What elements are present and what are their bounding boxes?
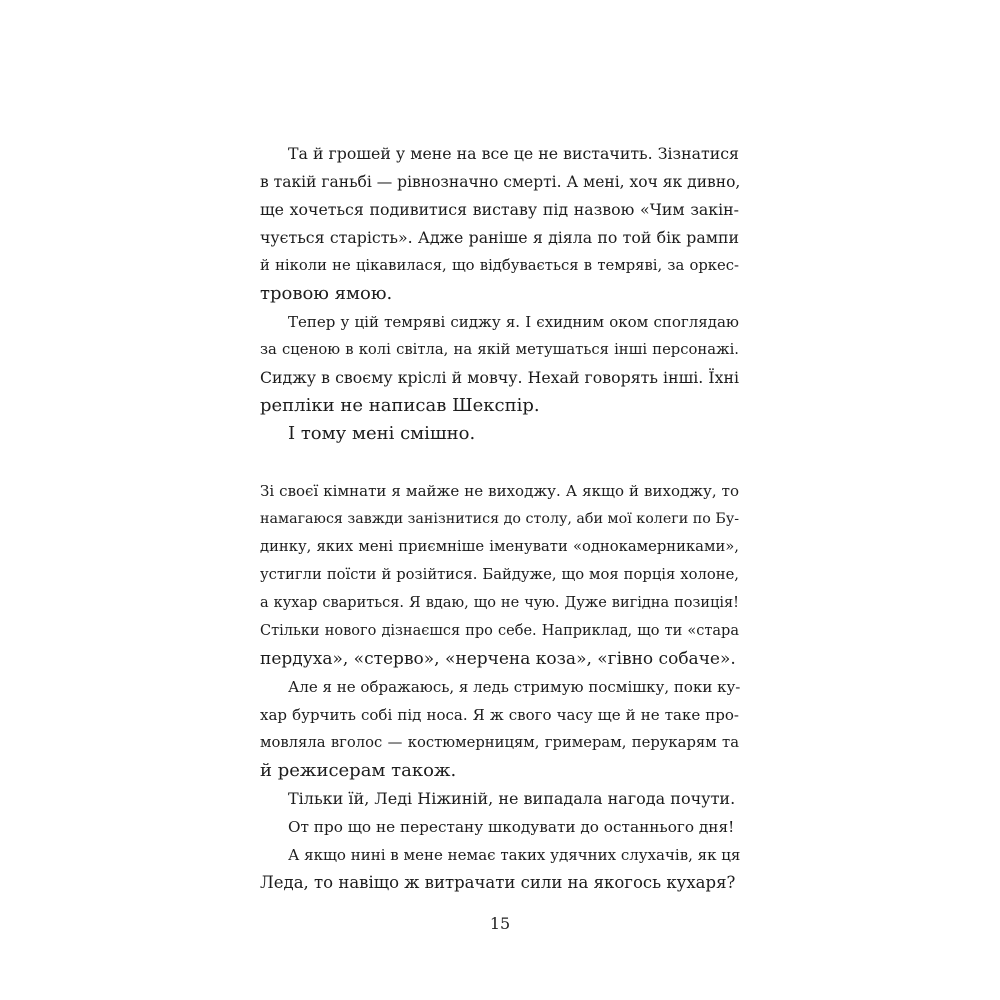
text-line: хар бурчить собі під носа. Я ж свого часу ще й не таке про- [260,706,739,724]
text-line: Тільки їй, Леді Ніжиній, не випадала нагода почути. [288,789,736,808]
text-line: Тепер у цій темряві сиджу я. І єхидним оком споглядаю [288,313,739,331]
text-line: Та й грошей у мене на все це не вистачить. Зізнатися [288,144,739,163]
text-line: за сценою в колі світла, на якій метушаться інші персонажі. [260,341,739,358]
text-line: Стільки нового дізнаєшся про себе. Наприклад, що ти «стара [260,623,739,639]
text-line: й ніколи не цікавилася, що відбувається в темряві, за оркес- [260,257,739,274]
text-line: Леда, то навіщо ж витрачати сили на якогось кухаря? [260,873,736,892]
text-line: чується старість». Адже раніше я діяла по той бік рампи [260,228,739,247]
text-line: От про що не перестану шкодувати до останнього дня! [288,818,735,836]
text-line: А якщо нині в мене немає таких удячних слухачів, як ця [288,846,741,864]
text-line: репліки не написав Шекспір. [260,395,540,416]
text-line: устигли поїсти й розійтися. Байдуже, що моя порція холоне, [260,566,739,583]
page-number: 15 [489,914,511,933]
text-line: Але я не ображаюсь, я ледь стримую посмішку, поки ку- [288,678,741,696]
text-line: динку, яких мені приємніше іменувати «однокамерниками», [260,538,739,555]
text-line: Зі своєї кімнати я майже не виходжу. А якщо й виходжу, то [260,482,739,500]
text-line: пердуха», «стерво», «нерчена коза», «гівно собаче». [260,649,736,669]
text-line: в такій ганьбі — рівнозначно смерті. А мені, хоч як дивно, [260,173,741,191]
text-line: Сиджу в своєму кріслі й мовчу. Нехай говорять інші. Їхні [260,368,739,387]
text-line: й режисерам також. [260,760,457,781]
text-line: ще хочеться подивитися виставу під назвою «Чим закін- [260,200,739,219]
text-line: а кухар свариться. Я вдаю, що не чую. Дуже вигідна позиція! [260,595,739,611]
text-line: намагаюся завжди занізнитися до столу, аби мої колеги по Бу- [260,511,740,527]
text-line: І тому мені смішно. [288,423,476,444]
text-line: тровою ямою. [260,283,393,304]
text-line: мовляла вголос — костюмерницям, гримерам, перукарям та [260,734,739,751]
